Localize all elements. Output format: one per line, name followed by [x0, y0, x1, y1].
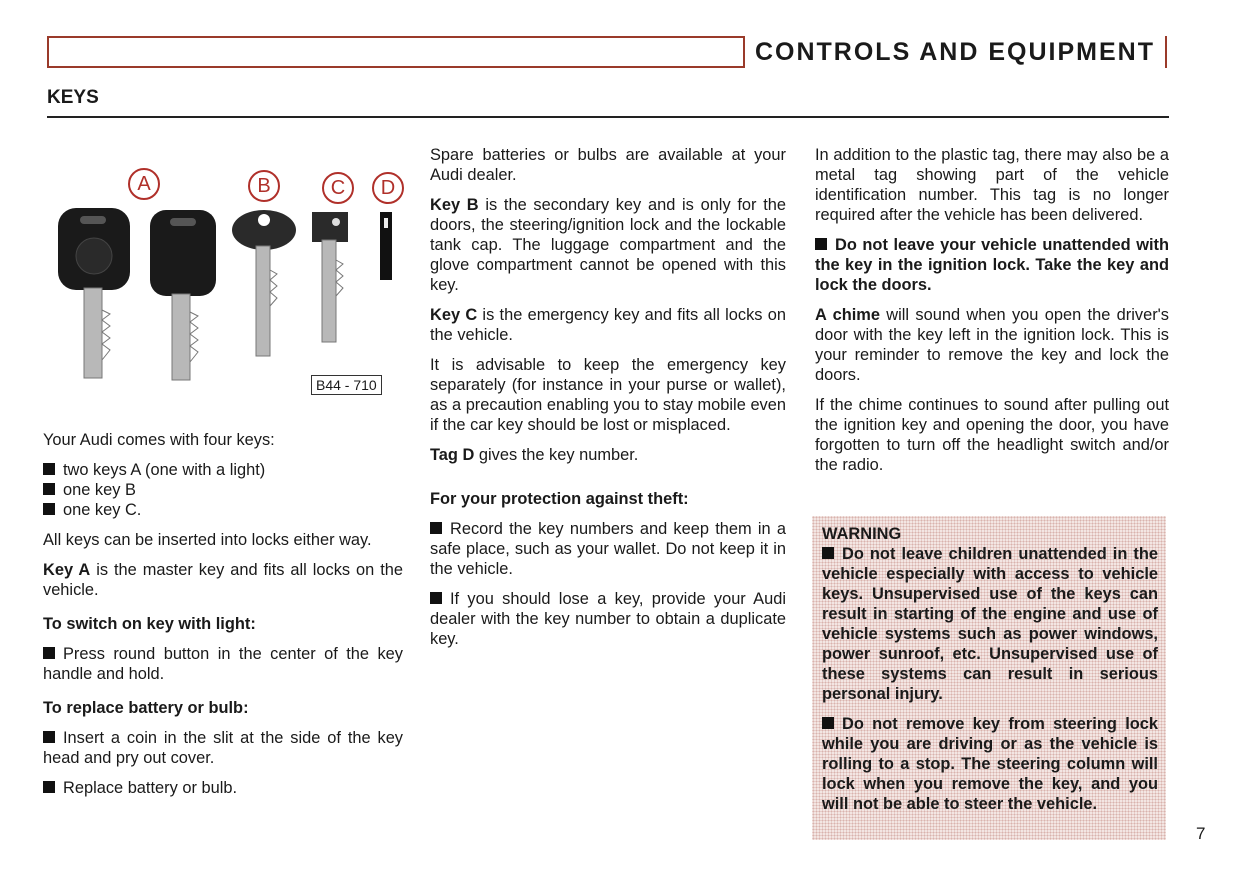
bullet-icon: [822, 717, 834, 729]
bullet-icon: [43, 647, 55, 659]
tag-d-icon: [380, 212, 392, 280]
theft-item-2: If you should lose a key, provide your Audi dealer with the key number to obtain a duplicate key.: [430, 590, 786, 648]
bullet-icon: [43, 483, 55, 495]
header-title: CONTROLS AND EQUIPMENT: [743, 36, 1165, 68]
spare-paragraph: Spare batteries or bulbs are available at your Audi dealer.: [430, 146, 786, 184]
list-item: one key C.: [43, 500, 403, 520]
header-box: [47, 36, 1167, 68]
keys-illustration: [50, 160, 400, 400]
bullet-icon: [43, 503, 55, 515]
keys-intro: Your Audi comes with four keys:: [43, 431, 275, 449]
key-label-b: B: [248, 170, 280, 202]
figure-code: B44 - 710: [311, 375, 382, 395]
theft-item-1: Record the key numbers and keep them in a safe place, such as your wallet. Do not keep it in the vehicle.: [430, 520, 786, 578]
keys-figure: [50, 160, 400, 400]
column-3: [815, 145, 1169, 485]
theft-heading: For your protection against theft:: [430, 490, 689, 508]
chime-continues-paragraph: If the chime continues to sound after pulling out the ignition key and opening the door, you have forgotten to turn off the headlight switch and/or the radio.: [815, 396, 1169, 474]
key-a-1-icon: [58, 208, 130, 378]
warning-text-1: Do not leave children unattended in the vehicle especially with access to vehicle keys. Unsupervised use of the keys can result in starting of the engine and use of vehicle systems such as power windows, power sunroof, etc. Unsupervised use of these systems can result in serious personal injury.: [822, 545, 1158, 703]
bullet-icon: [430, 592, 442, 604]
bullet-icon: [43, 781, 55, 793]
key-label-d: D: [372, 172, 404, 204]
key-c-paragraph: Key C is the emergency key and fits all locks on the vehicle.: [430, 306, 786, 344]
list-item: two keys A (one with a light): [43, 460, 403, 480]
do-not-leave-paragraph: Do not leave your vehicle unattended with the key in the ignition lock. Take the key and lock the doors.: [815, 236, 1169, 294]
column-1: [43, 430, 403, 808]
page-number: 7: [1196, 824, 1206, 843]
bullet-icon: [815, 238, 827, 250]
bullet-icon: [822, 547, 834, 559]
tag-d-paragraph: Tag D gives the key number.: [430, 446, 639, 464]
key-a-2-icon: [150, 210, 216, 380]
key-label-a: A: [128, 168, 160, 200]
switch-heading: To switch on key with light:: [43, 615, 256, 633]
key-c-icon: [312, 212, 348, 342]
either-way-text: All keys can be inserted into locks either way.: [43, 531, 372, 549]
key-label-c: C: [322, 172, 354, 204]
warning-box: [812, 516, 1166, 840]
section-title: KEYS: [47, 87, 99, 108]
replace-heading: To replace battery or bulb:: [43, 699, 249, 717]
bullet-icon: [43, 731, 55, 743]
keys-list: [43, 460, 403, 520]
switch-paragraph: Press round button in the center of the key handle and hold.: [43, 645, 403, 683]
replace-step-2: Replace battery or bulb.: [43, 778, 403, 798]
key-a-paragraph: Key A is the master key and fits all locks on the vehicle.: [43, 561, 403, 599]
chime-paragraph: A chime will sound when you open the driver's door with the key left in the ignition lock. This is your reminder to remove the key and lock the doors.: [815, 306, 1169, 384]
key-b-icon: [232, 210, 296, 356]
advisable-paragraph: It is advisable to keep the emergency key separately (for instance in your purse or wallet), as a precaution enabling you to stay mobile even if the car key should be lost or misplaced.: [430, 356, 786, 434]
column-2: [430, 145, 786, 659]
warning-text-2: Do not remove key from steering lock while you are driving or as the vehicle is rolling to a stop. The steering column will lock when you remove the key, and you will not be able to steer the vehicle.: [822, 715, 1158, 813]
section-rule: [47, 116, 1169, 118]
warning-title: WARNING: [822, 525, 902, 543]
bullet-icon: [430, 522, 442, 534]
replace-step-1: Insert a coin in the slit at the side of the key head and pry out cover.: [43, 729, 403, 767]
metal-tag-paragraph: In addition to the plastic tag, there may also be a metal tag showing part of the vehicle identification number. This tag is no longer required after the vehicle has been delivered.: [815, 146, 1169, 224]
key-b-paragraph: Key B is the secondary key and is only for the doors, the steering/ignition lock and the lockable tank cap. The luggage compartment and the glove compartment cannot be opened with this key.: [430, 196, 786, 294]
list-item: one key B: [43, 480, 403, 500]
bullet-icon: [43, 463, 55, 475]
